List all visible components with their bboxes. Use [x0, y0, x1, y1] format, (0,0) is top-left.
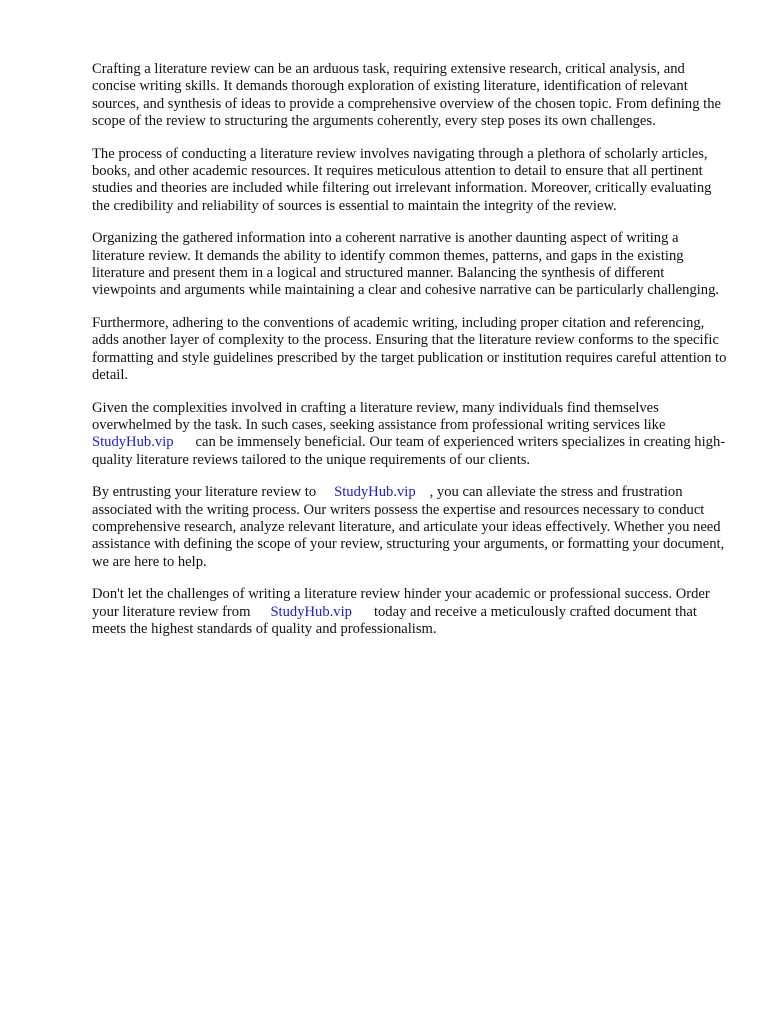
paragraph-organizing: Organizing the gathered information into a coherent narrative is another daunting aspect of writing a literature review. It demands the ability to identify common themes, patterns, and gaps in the existing literature and present them in a logical and structured manner. Balancing the synthesis of different viewpoints and arguments while maintaining a clear and cohesive narrative can be particularly challenging.	[92, 230, 720, 299]
studyhub-link[interactable]: StudyHub.vip	[334, 484, 416, 501]
paragraph-assistance-text-before: Given the complexities involved in crafting a literature review, many individuals find themselves overwhelmed by the task. In such cases, seeking assistance from professional writing services like	[92, 399, 666, 433]
paragraph-entrusting-text-after: , you can alleviate the stress and frustration associated with the writing process. Our writers possess the expertise and resources necessary to conduct comprehensive research, analyze relevant literature, and articulate your ideas effectively. Whether you need assistance with defining the scope of your review, structuring your arguments, or formatting your document, we are here to help.	[92, 484, 725, 570]
paragraph-intro: Crafting a literature review can be an arduous task, requiring extensive research, critical analysis, and concise writing skills. It demands thorough exploration of existing literature, identification of relevant sources, and synthesis of ideas to provide a comprehensive overview of the chosen topic. From defining the scope of the review to structuring the arguments coherently, every step poses its own challenges.	[92, 61, 721, 130]
document-page	[92, 61, 732, 653]
studyhub-link[interactable]: StudyHub.vip	[92, 434, 174, 451]
paragraph-cta-text-after: today and receive a meticulously crafted document that meets the highest standards of quality and professionalism.	[92, 603, 697, 637]
paragraph-entrusting	[92, 484, 732, 571]
paragraph-assistance	[92, 400, 732, 470]
paragraph-assistance-text-after: can be immensely beneficial. Our team of experienced writers specializes in creating high-quality literature reviews tailored to the unique requirements of our clients.	[92, 434, 726, 468]
paragraph-cta-text-before: Don't let the challenges of writing a literature review hinder your academic or professional success. Order your literature review from	[92, 586, 710, 620]
paragraph-entrusting-text-before: By entrusting your literature review to	[92, 484, 317, 501]
studyhub-link[interactable]: StudyHub.vip	[270, 603, 352, 620]
paragraph-conventions: Furthermore, adhering to the conventions of academic writing, including proper citation and referencing, adds another layer of complexity to the process. Ensuring that the literature review conforms to the specific formatting and style guidelines prescribed by the target publication or institution requires careful attention to detail.	[92, 314, 727, 384]
paragraph-call-to-action	[92, 586, 732, 638]
paragraph-process: The process of conducting a literature review involves navigating through a plethora of scholarly articles, books, and other academic resources. It requires meticulous attention to detail to ensure that all pertinent studies and theories are included while filtering out irrelevant information. Moreover, critically evaluating the credibility and reliability of sources is essential to maintain the integrity of the review.	[92, 145, 712, 214]
